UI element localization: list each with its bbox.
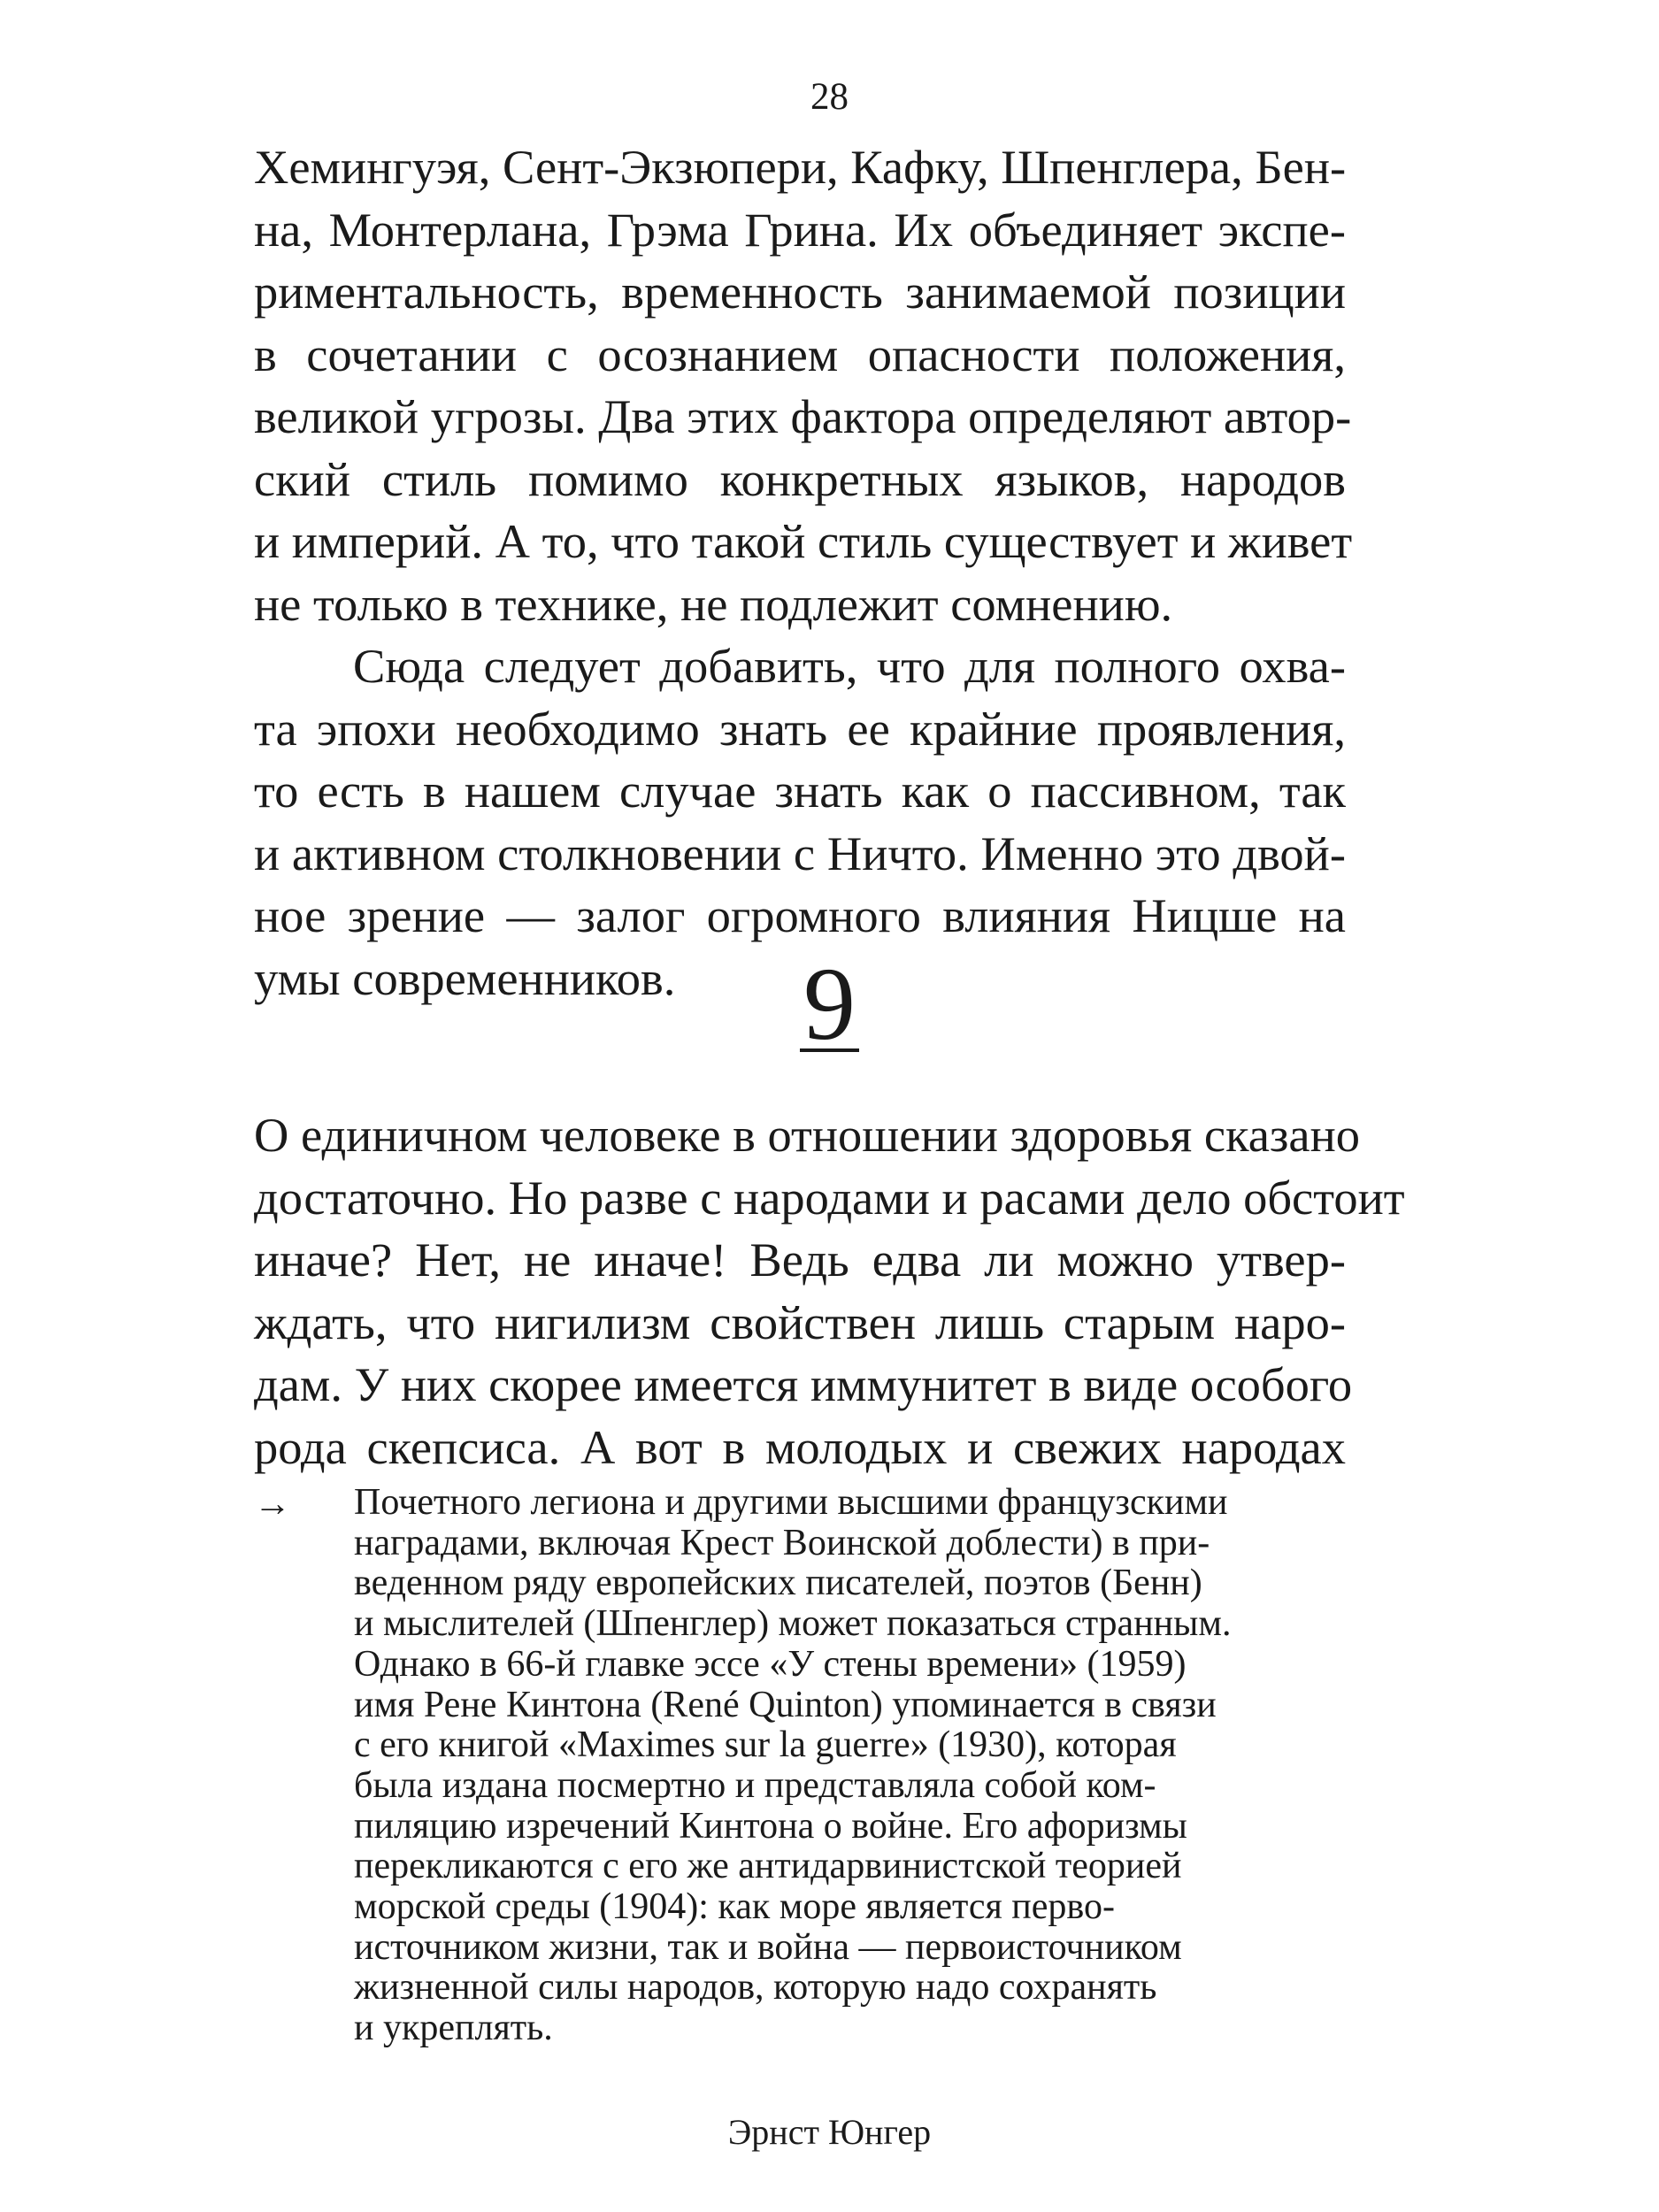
- chapter-number: [0, 946, 1659, 1062]
- text-line: риментальность, временность занимаемой позиции: [254, 265, 1346, 319]
- footnote-line: пиляцию изречений Кинтона о войне. Его афоризмы: [354, 1805, 1187, 1847]
- text-line: иначе? Нет, не иначе! Ведь едва ли можно утвер-: [254, 1233, 1346, 1286]
- footnote-line: наградами, включая Крест Воинской доблести) в при-: [354, 1522, 1210, 1563]
- footnote-line: веденном ряду европейских писателей, поэтов (Бенн): [354, 1563, 1202, 1604]
- text-line: Сюда следует добавить, что для полного охва-: [353, 639, 1346, 693]
- footnote-line: и укреплять.: [354, 2008, 553, 2049]
- text-line: О единичном человеке в отношении здоровья сказано: [254, 1108, 1361, 1162]
- footnote-line: и мыслителей (Шпенглер) может показаться странным.: [354, 1603, 1232, 1645]
- page-number: 28: [810, 76, 849, 118]
- chapter-number-text: 9: [800, 962, 859, 1052]
- footnote-line: морской среды (1904): как море является перво-: [354, 1886, 1115, 1928]
- footnote-line: жизненной силы народов, которую надо сохранять: [354, 1967, 1157, 2008]
- footnote-line: была издана посмертно и представляла собой ком-: [354, 1764, 1156, 1806]
- paragraph-1: [254, 136, 1353, 635]
- footnote: [354, 1483, 1327, 2049]
- footnote-line: с его книгой «Maximes sur la guerre» (1930), которая: [354, 1724, 1177, 1766]
- text-line: великой угрозы. Два этих фактора определяют автор-: [254, 389, 1352, 443]
- footnote-line: Однако в 66-й главке эссе «У стены времени» (1959): [354, 1643, 1187, 1685]
- running-footer-author: Эрнст Юнгер: [727, 2112, 932, 2152]
- paragraph-3: [254, 1104, 1405, 1479]
- text-line: и империй. А то, что такой стиль существует и живет: [254, 514, 1353, 568]
- text-line: умы современников.: [254, 950, 676, 1005]
- text-line: ждать, что нигилизм свойствен лишь старым наро-: [254, 1294, 1346, 1349]
- footnote-line: Почетного легиона и другими высшими французскими: [354, 1482, 1228, 1523]
- text-line: на, Монтерлана, Грэма Грина. Их объединяет экспе-: [254, 202, 1346, 257]
- text-line: не только в технике, не подлежит сомнению.: [254, 576, 1173, 631]
- text-line: Хемингуэя, Сент-Экзюпери, Кафку, Шпенглера, Бен-: [254, 140, 1347, 194]
- footnote-line: имя Рене Кинтона (René Quinton) упоминается в связи: [354, 1684, 1217, 1725]
- footnote-continuation-arrow-icon: →: [254, 1484, 291, 1525]
- text-line: дам. У них скорее имеется иммунитет в виде особого: [254, 1357, 1353, 1411]
- text-line: достаточно. Но разве с народами и расами дело обстоит: [254, 1170, 1405, 1225]
- footnote-line: перекликаются с его же антидарвинистской теорией: [354, 1846, 1182, 1887]
- text-line: ский стиль помимо конкретных языков, народов: [254, 451, 1346, 506]
- text-line: в сочетании с осознанием опасности положения,: [254, 326, 1346, 381]
- footnote-line: источником жизни, так и война — первоисточником: [354, 1926, 1182, 1968]
- text-line: ное зрение — залог огромного влияния Ницше на: [254, 888, 1346, 942]
- text-line: то есть в нашем случае знать как о пассивном, так: [254, 764, 1346, 818]
- text-line: рода скепсиса. А вот в молодых и свежих народах: [254, 1419, 1346, 1474]
- text-line: и активном столкновении с Ничто. Именно это двой-: [254, 826, 1346, 880]
- text-line: та эпохи необходимо знать ее крайние проявления,: [254, 701, 1346, 756]
